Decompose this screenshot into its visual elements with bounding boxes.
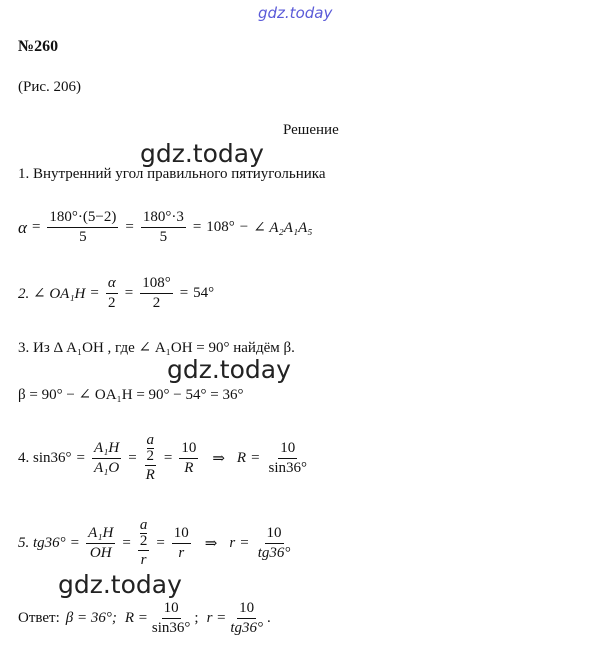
step2-fraction-1: $\frac{\alpha}{2}$: [107, 275, 116, 311]
implies-arrow-4: ⇒: [212, 451, 225, 467]
step5-fraction-2: a 2 r: [139, 517, 148, 568]
step4-formula: 4. sin36° = $\frac{\text{A₁H}}{\text{A₁O}}$ = a 2 R = $\frac{10}{R}$ ⇒ R = $\frac{10}{\sin 36^\circ}$: [18, 432, 308, 483]
step1-fraction-1: $\frac{180^\circ\cdot(5-2)}{5}$: [49, 209, 117, 245]
watermark-2: gdz.today: [167, 355, 291, 384]
step4-prefix: 4. sin36°: [18, 450, 72, 466]
step4-fraction-1: $\frac{\text{A₁H}}{\text{A₁O}}$: [93, 440, 120, 476]
watermark-top: gdz.today: [258, 4, 333, 22]
step2-prefix: 2. ∠ OA₁H: [18, 286, 86, 302]
step3-formula: β = 90° − ∠ OA₁H = 90° − 54° = 36°: [18, 387, 244, 403]
answer-end: .: [266, 610, 271, 626]
answer-R-var: R =: [124, 610, 148, 626]
answer-separator: ;: [194, 610, 199, 626]
answer-r-var: r =: [206, 610, 227, 626]
answer-label: Ответ:: [18, 610, 60, 626]
step4-var: R: [236, 450, 247, 466]
step1-result: 108°: [206, 219, 235, 235]
step5-fraction-4: $\frac{10}{tg36^\circ}$: [257, 525, 291, 561]
solution-heading: Решение: [283, 122, 339, 138]
step5-fraction-3: $\frac{10}{r}$: [173, 525, 189, 561]
step2-result: 54°: [193, 285, 215, 301]
watermark-3: gdz.today: [58, 570, 182, 599]
step5-formula: 5. tg36° = $\frac{\text{A₁H}}{OH}$ = a 2 r = $\frac{10}{r}$ ⇒ r = $\frac{10}{tg36^\circ}$: [18, 517, 291, 568]
step5-fraction-1: $\frac{\text{A₁H}}{OH}$: [88, 525, 114, 561]
watermark-1: gdz.today: [140, 139, 264, 168]
step4-fraction-3: $\frac{10}{R}$: [181, 440, 197, 476]
step5-prefix: 5. tg36°: [18, 535, 66, 551]
step1-formula: α = $\frac{180^\circ\cdot(5-2)}{5}$ = $\frac{180^\circ\cdot 3}{5}$ = 108° − ∠ A₂A₁A₅: [18, 209, 313, 245]
answer-beta: β = 36°;: [65, 610, 117, 626]
problem-number: №260: [18, 38, 59, 55]
step2-fraction-2: $\frac{108^\circ}{2}$: [142, 275, 171, 311]
step1-text: 1. Внутренний угол правильного пятиугольника: [18, 166, 326, 182]
implies-arrow-5: ⇒: [204, 536, 218, 552]
answer-r-fraction: $\frac{10}{tg36^\circ}$: [230, 600, 263, 636]
step4-fraction-2: a 2 R: [145, 432, 155, 483]
step2-formula: 2. ∠ OA₁H = $\frac{\alpha}{2}$ = $\frac{108^\circ}{2}$ = 54°: [18, 275, 215, 311]
step1-fraction-2: $\frac{180^\circ\cdot 3}{5}$: [142, 209, 184, 245]
step5-var: r: [229, 535, 236, 551]
step3-text: 3. Из Δ A₁OH , где ∠ A₁OH = 90° найдём β.: [18, 340, 295, 356]
answer-line: [18, 600, 271, 637]
step4-fraction-4: $\frac{10}{\sin 36^\circ}$: [268, 440, 308, 476]
figure-reference: (Рис. 206): [18, 79, 82, 95]
answer-R-fraction: $\frac{10}{\sin 36^\circ}$: [151, 600, 191, 636]
alpha-symbol: α: [18, 217, 27, 237]
step1-angle: ∠ A₂A₁A₅: [253, 220, 313, 236]
